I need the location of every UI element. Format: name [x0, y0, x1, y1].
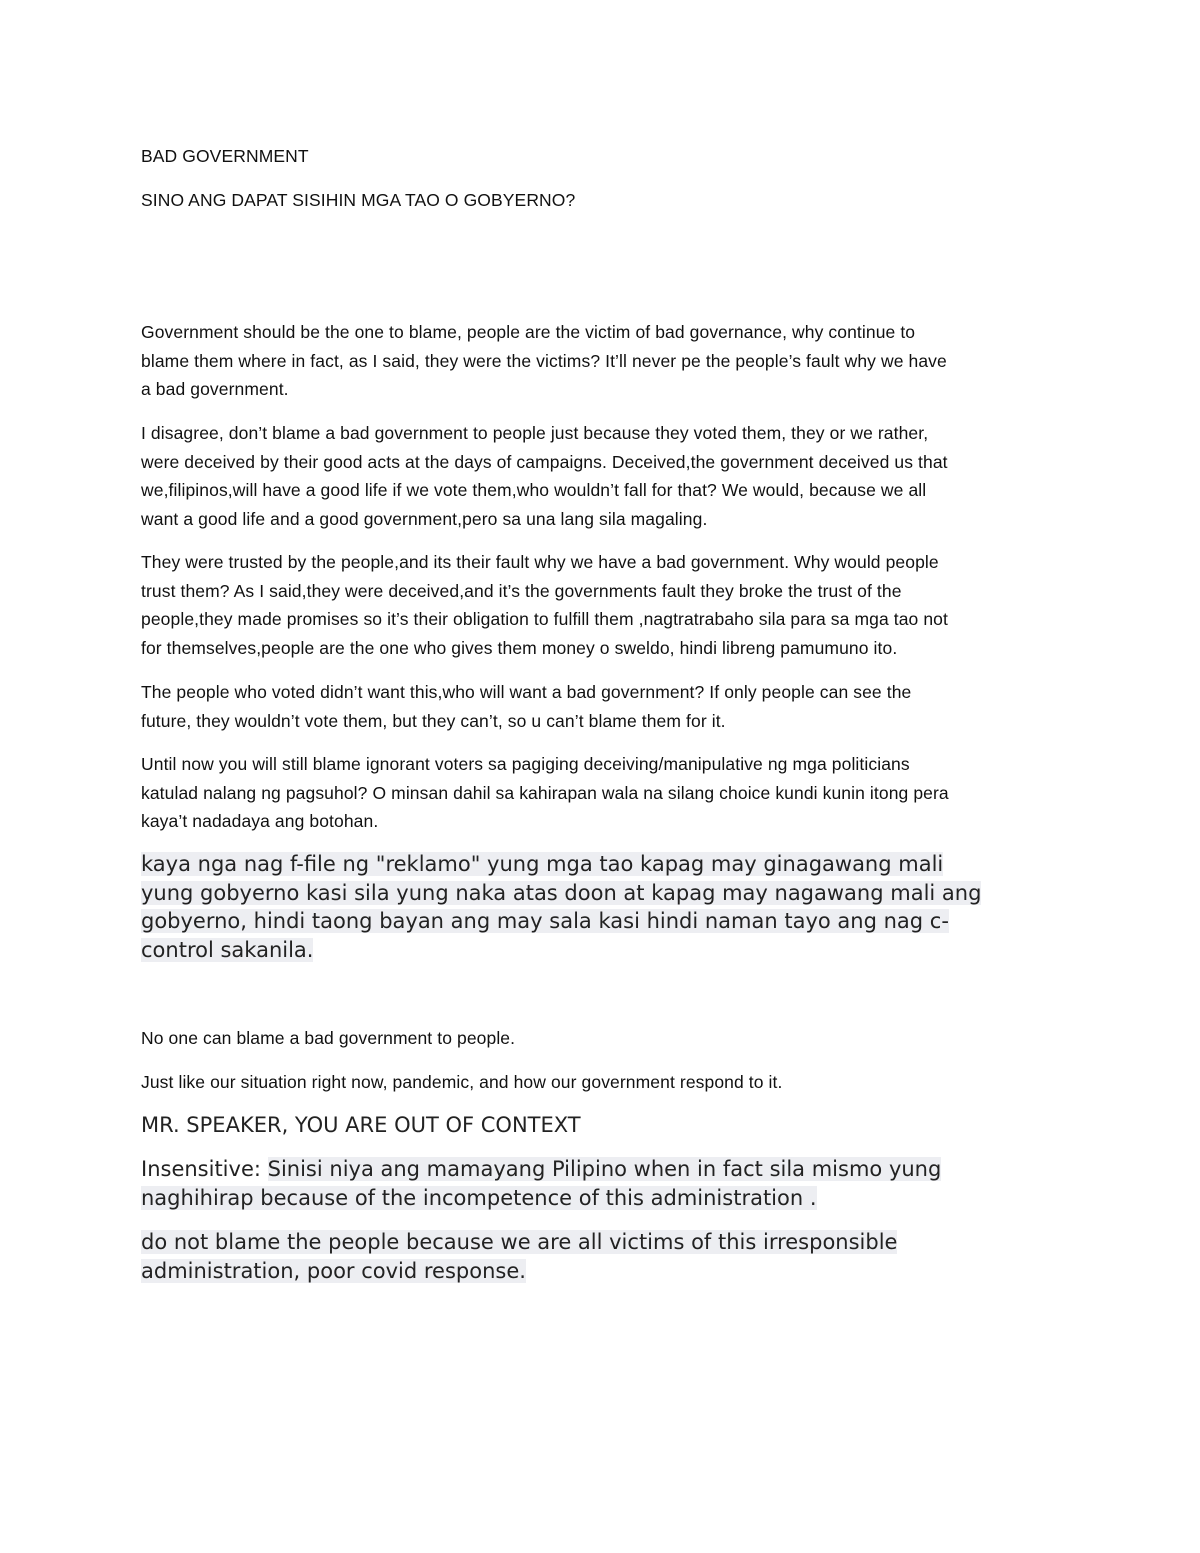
paragraph-1: Government should be the one to blame, people are the victim of bad governance, why continue to blame them where in fact, as I said, they were the victims? It’ll never pe the people’s fault why we have a bad government. — [141, 322, 947, 399]
closing-line-2: Just like our situation right now, pandemic, and how our government respond to it. — [141, 1072, 783, 1092]
final-paragraph: do not blame the people because we are all victims of this irresponsible administration, poor covid response. — [141, 1230, 898, 1283]
insensitive-label: Insensitive: — [141, 1157, 268, 1181]
paragraph-2: I disagree, don’t blame a bad government to people just because they voted them, they or we rather, were deceived by their good acts at the days of campaigns. Deceived,the government deceived us that we,filipinos,will have a good life if we vote them,who wouldn’t fall for that? We would, because we all want a good life and a good government,pero sa una lang sila magaling. — [141, 423, 948, 529]
closing-line-1: No one can blame a bad government to people. — [141, 1028, 516, 1048]
paragraph-3: They were trusted by the people,and its their fault why we have a bad government. Why would people trust them? As I said,they were deceived,and it’s the governments fault they broke the trust of the people,they made promises so it’s their obligation to fulfill them ,nagtratrabaho sila para sa mga tao not for themselves,people are the one who gives them money o sweldo, hindi libreng pamumuno ito. — [141, 552, 948, 658]
paragraph-5: Until now you will still blame ignorant voters sa pagiging deceiving/manipulative ng mga politicians katulad nalang ng pagsuhol? O minsan dahil sa kahirapan wala na silang choice kundi kunin itong pera kaya’t nadadaya ang botohan. — [141, 754, 949, 831]
paragraph-4: The people who voted didn’t want this,who will want a bad government? If only people can see the future, they wouldn’t vote them, but they can’t, so u can’t blame them for it. — [141, 682, 912, 731]
insensitive-paragraph: Insensitive: Sinisi niya ang mamayang Pilipino when in fact sila mismo yung naghihirap because of the incompetence of this administration . — [141, 1157, 942, 1210]
speaker-line: MR. SPEAKER, YOU ARE OUT OF CONTEXT — [141, 1113, 581, 1137]
highlighted-paragraph: kaya nga nag f-file ng "reklamo" yung mga tao kapag may ginagawang mali yung gobyerno kasi sila yung naka atas doon at kapag may nagawang mali ang gobyerno, hindi taong bayan ang may sala kasi hindi naman tayo ang nag c- control sakanila. — [141, 852, 982, 962]
document-title: BAD GOVERNMENT — [141, 146, 309, 166]
document-subtitle: SINO ANG DAPAT SISIHIN MGA TAO O GOBYERNO? — [141, 190, 576, 210]
